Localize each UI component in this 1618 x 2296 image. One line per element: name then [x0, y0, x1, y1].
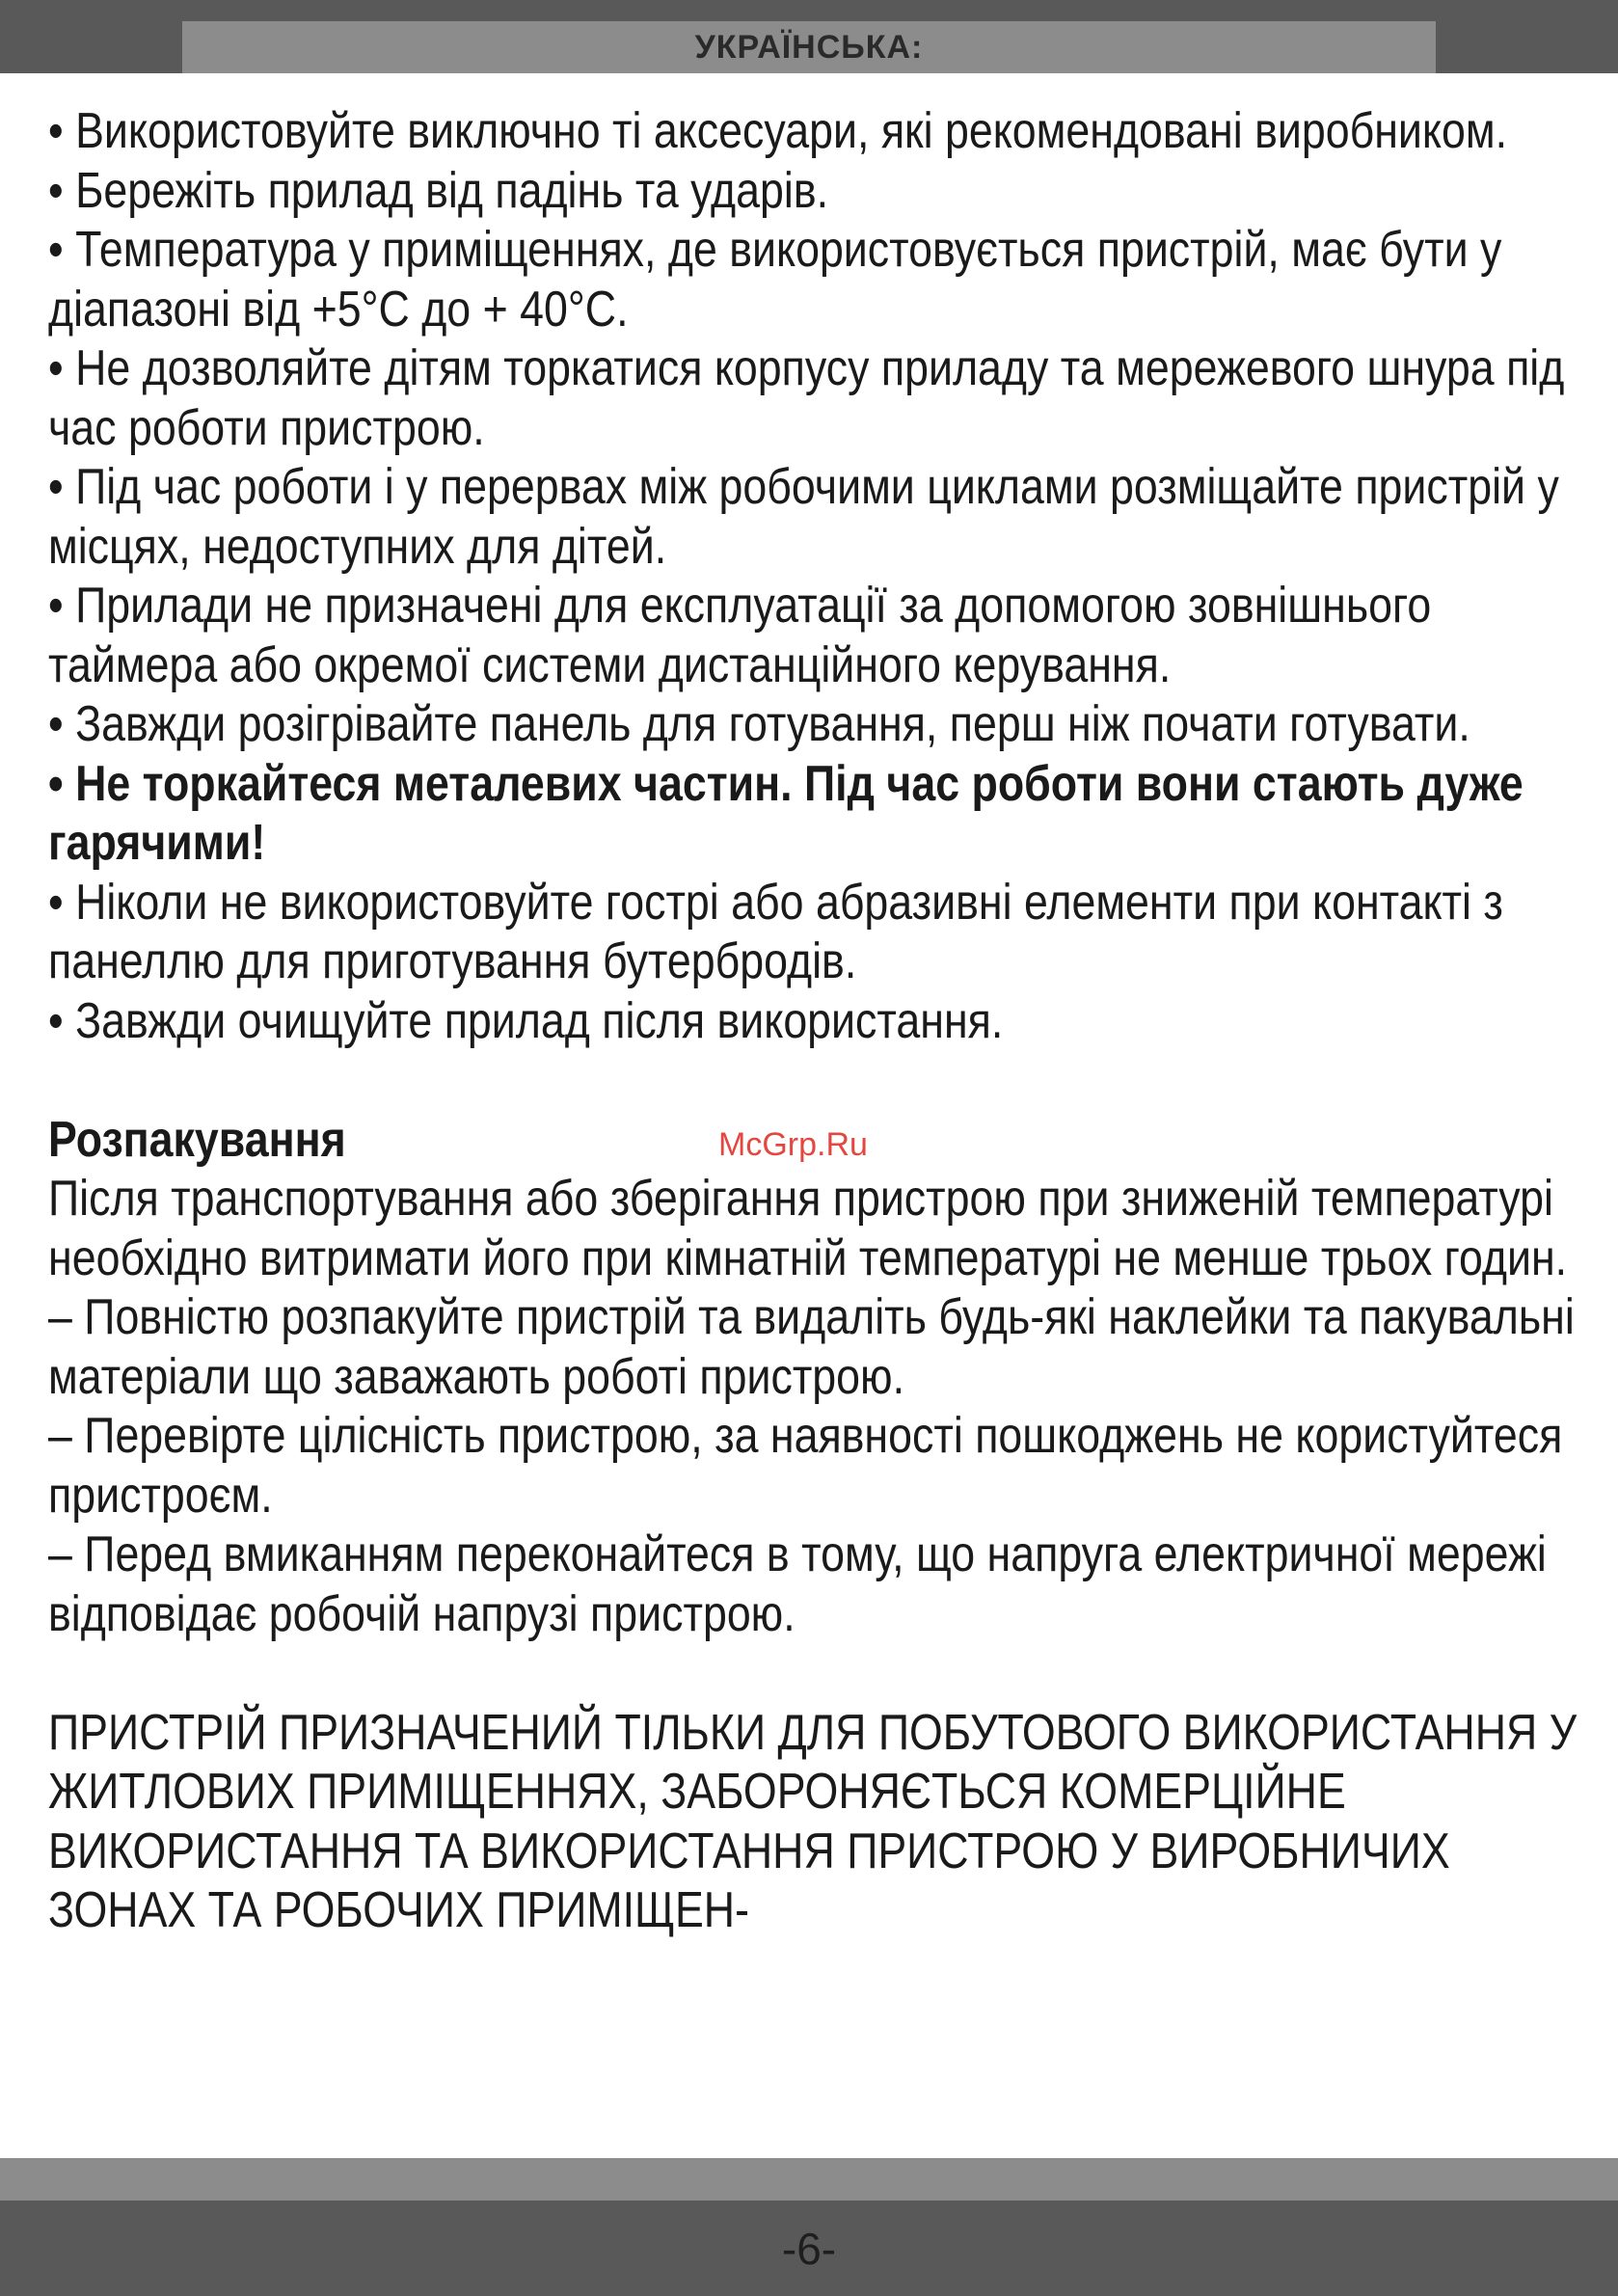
unpacking-step: – Перед вмиканням переконайтеся в тому, що напруга електричної мережі відповідає робочій напрузі пристрою.: [48, 1526, 1547, 1642]
safety-item: • Не дозволяйте дітям торкатися корпусу приладу та мережевого шнура під час роботи пристрою.: [48, 340, 1565, 456]
safety-item: • Температура у приміщеннях, де використовується пристрій, має бути у діапазоні від +5°С до + 40°С.: [48, 222, 1502, 338]
safety-item: • Прилади не призначені для експлуатації за допомогою зовнішнього таймера або окремої системи дистанційного керування.: [48, 578, 1432, 693]
unpacking-step: – Перевірте цілісність пристрою, за наявності пошкоджень не користуйтеся пристроєм.: [48, 1408, 1563, 1524]
page-content: [48, 102, 1581, 1941]
footer-bar: [0, 2201, 1618, 2296]
household-use-notice: ПРИСТРІЙ ПРИЗНАЧЕНИЙ ТІЛЬКИ ДЛЯ ПОБУТОВОГО ВИКОРИСТАННЯ У ЖИТЛОВИХ ПРИМІЩЕННЯХ, ЗАБОРОНЯЄТЬСЯ КОМЕРЦІЙНЕ ВИКОРИСТАННЯ ТА ВИКОРИСТАННЯ ПРИСТРОЮ У ВИРОБНИЧИХ ЗОНАХ ТА РОБОЧИХ ПРИМІЩЕН-: [48, 1704, 1578, 1938]
safety-item: • Ніколи не використовуйте гострі або абразивні елементи при контакті з панеллю для приготування бутербродів.: [48, 874, 1503, 989]
safety-item: • Під час роботи і у перервах між робочими циклами розміщайте пристрій у місцях, недоступних для дітей.: [48, 459, 1559, 575]
unpacking-intro: Після транспортування або зберігання пристрою при зниженій температурі необхідно витримати його при кімнатній температурі не менше трьох годин.: [48, 1171, 1568, 1286]
spacer: [48, 1051, 1581, 1111]
watermark: McGrp.Ru: [718, 1126, 868, 1163]
page-number: -6-: [781, 2223, 837, 2274]
language-header: УКРАЇНСЬКА:: [182, 21, 1436, 73]
footer-stripe: [0, 2158, 1618, 2201]
header-bar: [0, 0, 1618, 73]
hot-parts-warning: • Не торкайтеся металевих частин. Під час роботи вони стають дуже гарячими!: [48, 755, 1524, 871]
safety-item: • Завжди очищуйте прилад після використання.: [48, 992, 1004, 1049]
spacer: [48, 1644, 1581, 1704]
safety-item: • Завжди розігрівайте панель для готування, перш ніж почати готувати.: [48, 696, 1470, 752]
unpacking-step: – Повністю розпакуйте пристрій та видаліть будь-які наклейки та пакувальні матеріали що заважають роботі пристрою.: [48, 1289, 1575, 1405]
section-title-unpacking: Розпакування: [48, 1111, 346, 1168]
safety-item: • Бережіть прилад від падінь та ударів.: [48, 162, 829, 219]
safety-item: • Використовуйте виключно ті аксесуари, які рекомендовані виробником.: [48, 103, 1507, 159]
